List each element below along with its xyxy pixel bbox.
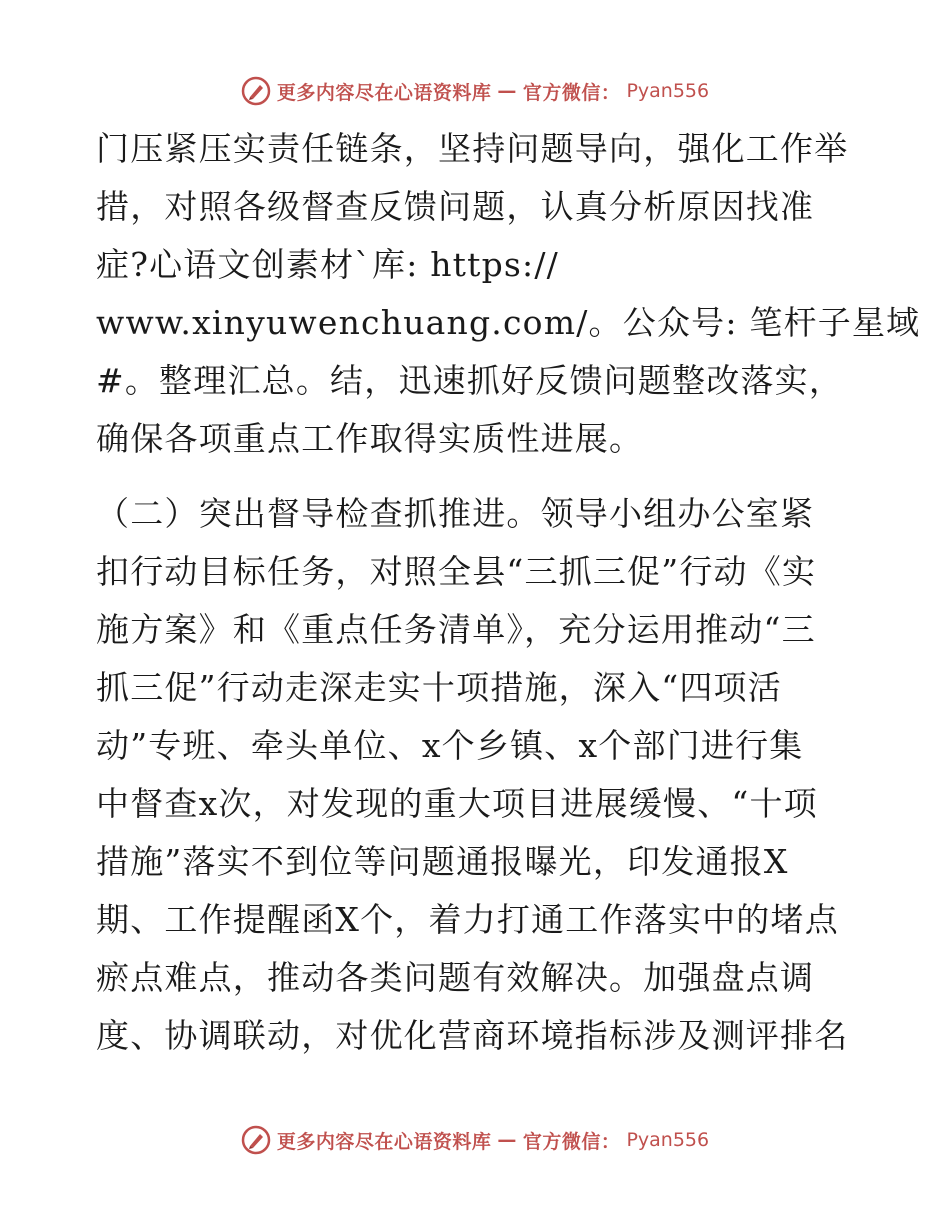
header-site-text: 更多内容尽在心语资料库 (276, 81, 492, 104)
text-line: 确保各项重点工作取得实质性进展。 (96, 419, 644, 458)
header-separator: — (497, 80, 517, 102)
document-body (96, 120, 921, 1065)
pen-logo-icon (241, 1125, 271, 1155)
pen-logo-icon (241, 76, 271, 106)
text-line: 抓三促”行动走深走实十项措施，深入“四项活 (96, 668, 782, 707)
footer-wechat-label: 官方微信： (522, 1130, 621, 1153)
footer-wechat-id: Pyan556 (626, 1129, 710, 1151)
header-wechat-id: Pyan556 (626, 80, 710, 102)
text-line: 瘀点难点，推动各类问题有效解决。加强盘点调 (96, 958, 815, 997)
text-line: 施方案》和《重点任务清单》，充分运用推动“三 (96, 610, 816, 649)
text-line: #。整理汇总。结，迅速抓好反馈问题整改落实， (96, 361, 844, 400)
text-line: 中督查x次，对发现的重大项目进展缓慢、“十项 (96, 784, 818, 823)
header-watermark (0, 71, 950, 111)
text-line: 症?心语文创素材`库: https:// (96, 245, 559, 284)
text-line: 动”专班、牵头单位、x个乡镇、x个部门进行集 (96, 726, 804, 765)
paragraph-1 (96, 120, 921, 468)
text-line: 期、工作提醒函X个，着力打通工作落实中的堵点 (96, 900, 839, 939)
text-line: 门压紧压实责任链条，坚持问题导向，强化工作举 (96, 129, 849, 168)
header-wechat-label: 官方微信： (522, 81, 621, 104)
footer-site-text: 更多内容尽在心语资料库 (276, 1130, 492, 1153)
paragraph-2 (96, 485, 856, 1065)
text-line: 措，对照各级督查反馈问题，认真分析原因找准 (96, 187, 815, 226)
footer-watermark (0, 1120, 950, 1160)
paragraph-gap (96, 468, 856, 485)
text-line: 扣行动目标任务，对照全县“三抓三促”行动《实 (96, 552, 817, 591)
text-line: 措施”落实不到位等问题通报曝光，印发通报X (96, 842, 789, 881)
text-line: 度、协调联动，对优化营商环境指标涉及测评排名 (96, 1016, 849, 1055)
footer-separator: — (497, 1129, 517, 1151)
text-line: www.xinyuwenchuang.com/。公众号: 笔杆子星域 (96, 303, 921, 342)
text-line: （二）突出督导检查抓推进。领导小组办公室紧 (96, 494, 815, 533)
